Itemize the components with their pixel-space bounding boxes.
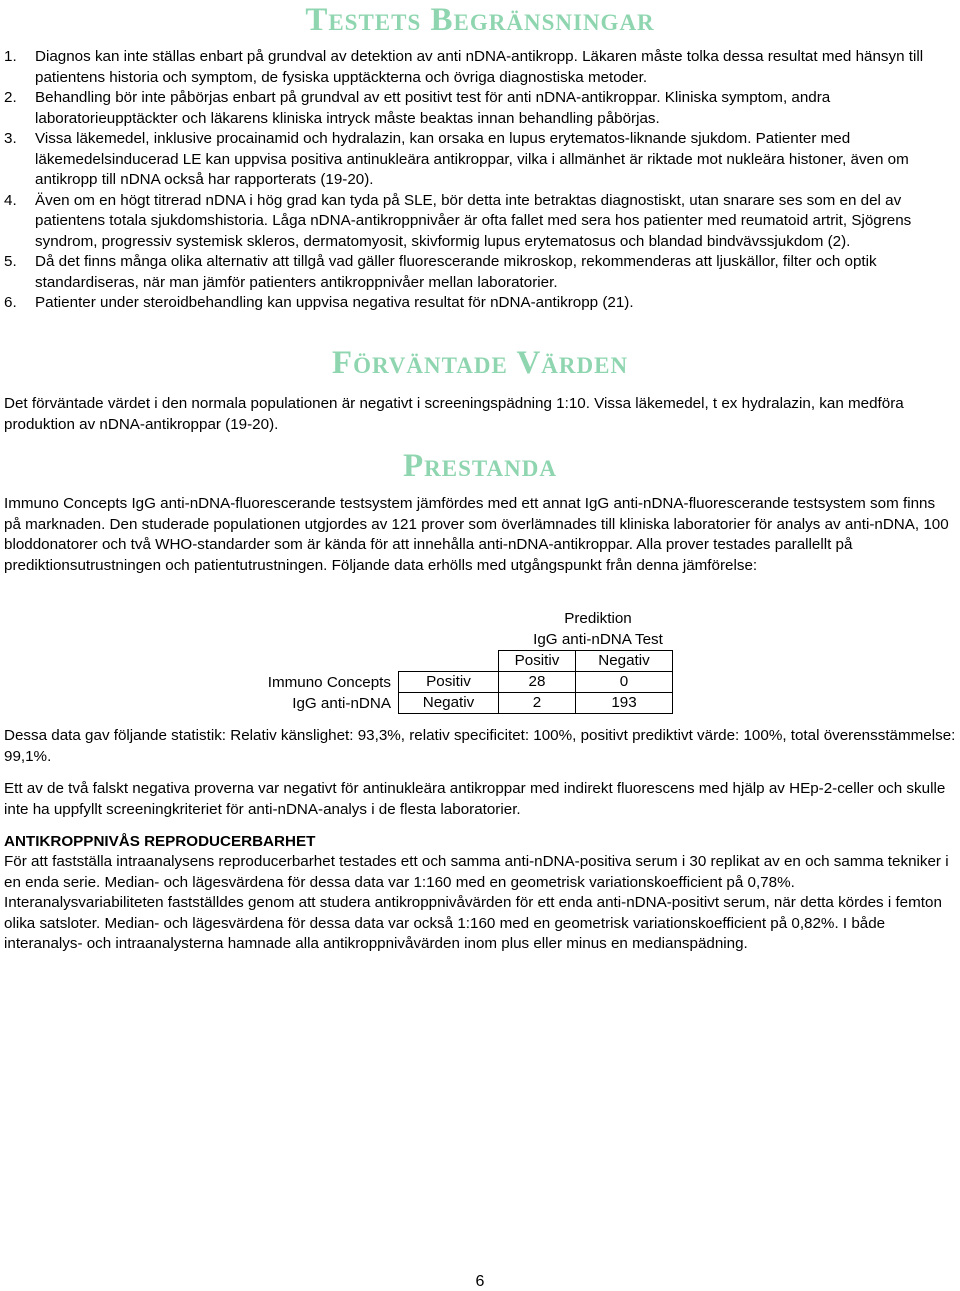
limitations-list (4, 47, 956, 314)
section-heading-limitations: Testets Begränsningar (305, 2, 655, 38)
table-row (399, 672, 673, 693)
list-item: 2. Behandling bör inte påbörjas enbart på grundval av ett positivt test för anti nDNA-antikroppar. Kliniska symptom, andra laboratorieupptäckter och läkarens kliniska intryck måste beaktas innan behandling påbörjas. (4, 89, 831, 127)
reproducibility-heading: ANTIKROPPNIVÅS REPRODUCERBARHET (4, 833, 316, 850)
contingency-table (398, 671, 673, 714)
table-row-group-label: Immuno Concepts (267, 674, 391, 691)
list-item: 5. Då det finns många olika alternativ att tillgå vad gäller fluorescerande mikroskop, rekommenderas att ljuskällor, filter och optik standardiseras, när man jämför patienters antikroppnivåer mellan laboratorier. (4, 253, 877, 291)
table-cell: 2 (499, 693, 576, 714)
list-item: 6. Patienter under steroidbehandling kan uppvisa negativa resultat för nDNA-antikropp (21). (4, 294, 634, 311)
table-cell: 0 (576, 672, 673, 693)
row-header: Negativ (399, 693, 499, 714)
list-item: 4. Även om en högt titrerad nDNA i hög grad kan tyda på SLE, bör detta inte betraktas diagnostiskt, utan snarare ses som en del av patientens totala sjukdomshistoria. Låga nDNA-antikroppnivåer är ofta fallet med sera hos patienter med reumatoid artrit, Sjögrens syndrom, progressiv systemisk skleros, dermatomyosit, skivformig lupus erytematosus och blandad bindvävssjukdom (2). (4, 191, 912, 250)
list-item: 3. Vissa läkemedel, inklusive procainamid och hydralazin, kan orsaka en lupus erytematos-liknande sjukdom. Patienter med läkemedelsinducerad LE kan uppvisa positiva antinukleära antikroppar, vilka i allmänhet är riktade mot nukleära histoner, även om antikropp till nDNA också har rapporterats (19-20). (4, 130, 909, 188)
section-heading-expected-values: Förväntade Värden (331, 345, 629, 381)
table-row (399, 693, 673, 714)
page-number: 6 (475, 1273, 485, 1290)
expected-values-paragraph: Det förväntade värdet i den normala populationen är negativt i screeningspädning 1:10. Vissa läkemedel, t ex hydralazin, kan medföra produktion av nDNA-antikroppar (19-20). (4, 395, 904, 433)
table-prediction-test-label: IgG anti-nDNA Test (533, 631, 663, 648)
column-header: Positiv (499, 651, 576, 672)
list-item: 1. Diagnos kan inte ställas enbart på grundval av detektion av anti nDNA-antikropp. Läkaren måste tolka dessa resultat med hänsyn till patientens historia och symptom, de fysiska upptäckterna och övriga diagnostiska metoder. (4, 48, 924, 86)
false-negative-paragraph: Ett av de två falskt negativa proverna var negativt för antinukleära antikroppar med indirekt fluorescens med hjälp av HEp-2-celler och skulle inte ha uppfyllt screeningkriteriet för anti-nDNA-analys i de flesta laboratorier. (4, 780, 946, 818)
row-header: Positiv (399, 672, 499, 693)
table-row-group-label-2: IgG anti-nDNA (292, 695, 391, 712)
section-heading-performance: Prestanda (403, 448, 557, 484)
table-cell: 193 (576, 693, 673, 714)
statistics-paragraph: Dessa data gav följande statistik: Relativ känslighet: 93,3%, relativ specificitet: 100%, positivt prediktivt värde: 100%, total överensstämmelse: 99,1%. (4, 727, 956, 765)
performance-paragraph: Immuno Concepts IgG anti-nDNA-fluorescerande testsystem jämfördes med ett annat IgG anti-nDNA-fluorescerande testsystem som finns på marknaden. Den studerade populationen utgjordes av 121 prover som överlämnades till kliniska laboratorier för analys av anti-nDNA, 100 bloddonatorer och två WHO-standarder som är kända för att innehålla anti-nDNA-antikroppar. Alla prover testades parallellt på prediktionsutrustningen och patientutrustningen. Följande data erhölls med utgångspunkt från denna jämförelse: (4, 495, 949, 574)
table-prediction-label: Prediktion (564, 610, 632, 627)
reproducibility-paragraph: För att fastställa intraanalysens reproducerbarhet testades ett och samma anti-nDNA-positiva serum i 30 replikat av en och samma tekniker i en enda serie. Median- och lägesvärdena för dessa data var 1:160 med en geometrisk variationskoefficient på 0,78%. Interanalysvariabiliteten fastställdes genom att studera antikroppnivåvärden för ett enda anti-nDNA-positivt serum, när detta kördes i femton olika satsloter. Median- och lägesvärdena för dessa data var också 1:160 med en geometrisk variationskoefficient på 0,82%. I både interanalys- och intraanalysterna hamnade alla antikroppnivåvärden inom plus eller minus en medianspädning. (4, 853, 949, 952)
column-header: Negativ (576, 651, 673, 672)
table-cell: 28 (499, 672, 576, 693)
table-column-headers (498, 650, 673, 672)
